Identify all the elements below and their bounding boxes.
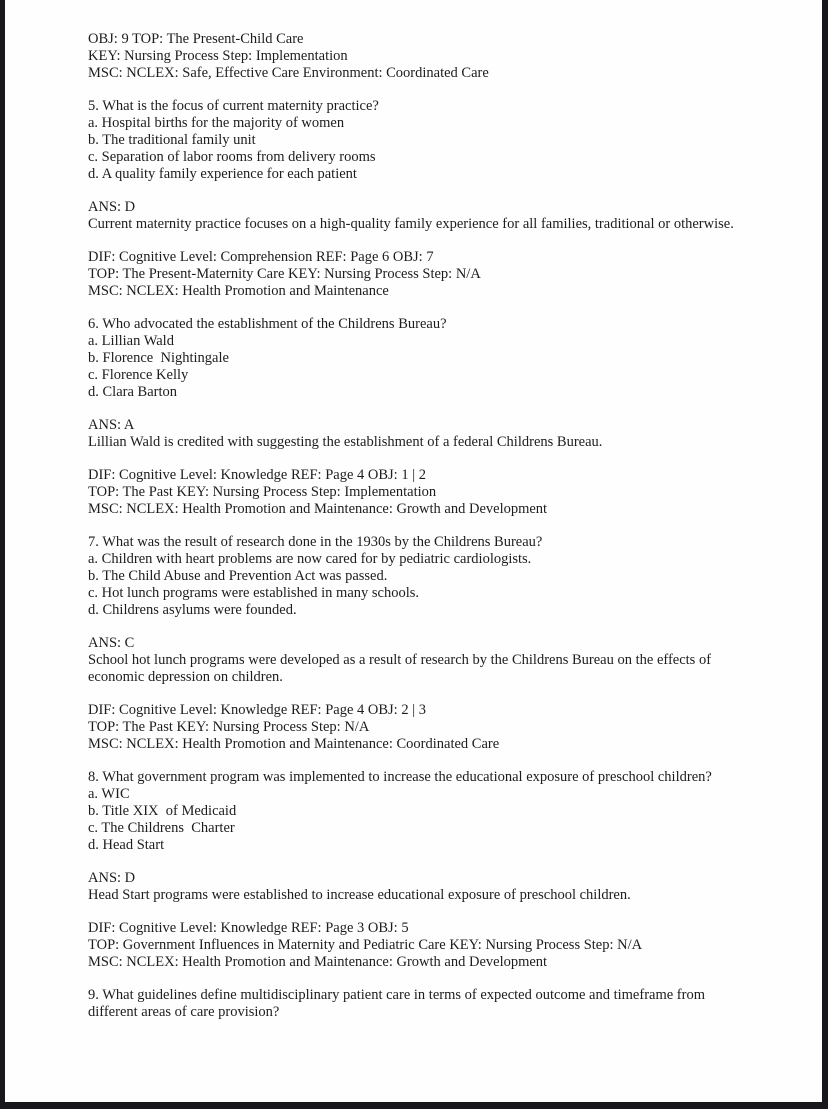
text-line: TOP: The Past KEY: Nursing Process Step: Implementation xyxy=(88,484,437,500)
text-line: a. Children with heart problems are now cared for by pediatric cardiologists. xyxy=(88,551,532,567)
text-line: TOP: The Present-Maternity Care KEY: Nursing Process Step: N/A xyxy=(88,266,481,282)
text-block-question xyxy=(88,987,812,1021)
text-line: c. The Childrens Charter xyxy=(88,820,235,836)
text-line: c. Separation of labor rooms from delivery rooms xyxy=(88,149,376,165)
text-line: a. Lillian Wald xyxy=(88,333,174,349)
text-line: MSC: NCLEX: Health Promotion and Maintenance: Growth and Development xyxy=(88,501,548,517)
text-line: DIF: Cognitive Level: Knowledge REF: Page 4 OBJ: 1 | 2 xyxy=(88,467,426,483)
text-line: b. The traditional family unit xyxy=(88,132,256,148)
text-block-question xyxy=(88,98,812,183)
text-block-question xyxy=(88,534,812,619)
text-line: MSC: NCLEX: Health Promotion and Maintenance: Coordinated Care xyxy=(88,736,500,752)
text-line: OBJ: 9 TOP: The Present-Child Care xyxy=(88,31,304,47)
text-line: b. The Child Abuse and Prevention Act was passed. xyxy=(88,568,388,584)
text-line: Current maternity practice focuses on a high-quality family experience for all families, traditional or otherwise. xyxy=(88,216,734,232)
text-block-answer xyxy=(88,870,812,904)
text-line: TOP: The Past KEY: Nursing Process Step: N/A xyxy=(88,719,370,735)
text-block-metadata xyxy=(88,702,812,753)
text-block-question xyxy=(88,316,812,401)
text-line: KEY: Nursing Process Step: Implementation xyxy=(88,48,348,64)
text-line: a. Hospital births for the majority of women xyxy=(88,115,345,131)
text-line: School hot lunch programs were developed as a result of research by the Childrens Bureau on the effects of xyxy=(88,652,712,668)
text-block-answer xyxy=(88,635,812,686)
text-line: b. Florence Nightingale xyxy=(88,350,229,366)
text-line: b. Title XIX of Medicaid xyxy=(88,803,237,819)
text-block-question xyxy=(88,769,812,854)
text-line: Head Start programs were established to increase educational exposure of preschool children. xyxy=(88,887,631,903)
text-line: DIF: Cognitive Level: Knowledge REF: Page 4 OBJ: 2 | 3 xyxy=(88,702,426,718)
text-block-answer xyxy=(88,417,812,451)
text-line: DIF: Cognitive Level: Comprehension REF: Page 6 OBJ: 7 xyxy=(88,249,434,265)
text-line: different areas of care provision? xyxy=(88,1004,280,1020)
text-line: DIF: Cognitive Level: Knowledge REF: Page 3 OBJ: 5 xyxy=(88,920,409,936)
text-line: MSC: NCLEX: Health Promotion and Maintenance: Growth and Development xyxy=(88,954,548,970)
text-line: 8. What government program was implemented to increase the educational exposure of preschool children? xyxy=(88,769,712,785)
text-line: MSC: NCLEX: Safe, Effective Care Environment: Coordinated Care xyxy=(88,65,489,81)
document-page xyxy=(5,0,822,1021)
text-block-metadata xyxy=(88,920,812,971)
text-line: c. Hot lunch programs were established in many schools. xyxy=(88,585,420,601)
text-line: ANS: D xyxy=(88,870,136,886)
text-line: ANS: A xyxy=(88,417,135,433)
text-block-answer xyxy=(88,199,812,233)
text-line: 5. What is the focus of current maternity practice? xyxy=(88,98,379,114)
text-line: c. Florence Kelly xyxy=(88,367,189,383)
text-line: d. Head Start xyxy=(88,837,165,853)
text-line: MSC: NCLEX: Health Promotion and Maintenance xyxy=(88,283,389,299)
text-line: economic depression on children. xyxy=(88,669,283,685)
text-line: ANS: D xyxy=(88,199,136,215)
text-block-metadata xyxy=(88,31,812,82)
text-line: 7. What was the result of research done in the 1930s by the Childrens Bureau? xyxy=(88,534,543,550)
text-line: Lillian Wald is credited with suggesting the establishment of a federal Childrens Bureau. xyxy=(88,434,603,450)
text-line: ANS: C xyxy=(88,635,135,651)
text-line: a. WIC xyxy=(88,786,130,802)
text-block-metadata xyxy=(88,249,812,300)
text-line: 6. Who advocated the establishment of the Childrens Bureau? xyxy=(88,316,447,332)
text-line: d. Childrens asylums were founded. xyxy=(88,602,297,618)
text-line: TOP: Government Influences in Maternity and Pediatric Care KEY: Nursing Process Step: N/A xyxy=(88,937,643,953)
text-line: d. Clara Barton xyxy=(88,384,177,400)
text-block-metadata xyxy=(88,467,812,518)
text-line: d. A quality family experience for each patient xyxy=(88,166,357,182)
text-line: 9. What guidelines define multidisciplinary patient care in terms of expected outcome and timeframe from xyxy=(88,987,705,1003)
